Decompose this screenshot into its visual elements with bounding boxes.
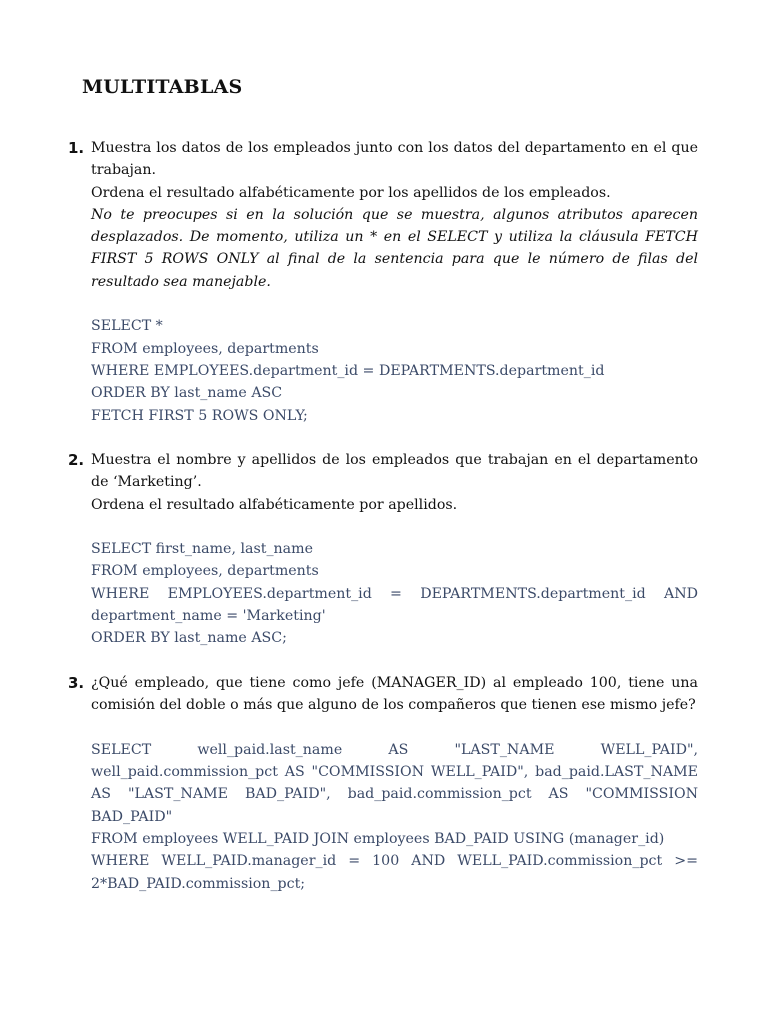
sql-code-block (91, 538, 698, 649)
exercise-note: No te preocupes si en la solución que se muestra, algunos atributos aparecen desplazados. De momento, utiliza un * en el SELECT y utiliza la cláusula FETCH FIRST 5 ROWS ONLY al final de la sentencia para que le número de filas del resultado sea manejable. (91, 206, 698, 290)
sql-line: SELECT well_paid.last_name AS "LAST_NAME WELL_PAID", well_paid.commission_pct AS "COMMISSION WELL_PAID", bad_paid.LAST_NAME AS "LAST_NAME BAD_PAID", bad_paid.commission_pct AS "COMMISSION BAD_PAID" (91, 741, 698, 825)
sql-code-block (91, 315, 698, 426)
sql-line: FROM employees, departments (91, 340, 319, 357)
exercise-number: 2. (68, 451, 85, 469)
sql-line: ORDER BY last_name ASC; (91, 630, 287, 647)
exercise-statement: Ordena el resultado alfabéticamente por los apellidos de los empleados. (91, 184, 611, 201)
exercise-statement: Muestra los datos de los empleados junto con los datos del departamento en el que trabajan. (91, 140, 698, 179)
sql-line: FETCH FIRST 5 ROWS ONLY; (91, 407, 308, 424)
exercise-3 (66, 672, 698, 895)
exercise-1 (66, 137, 698, 427)
sql-line: SELECT first_name, last_name (91, 541, 313, 558)
sql-line: WHERE WELL_PAID.manager_id = 100 AND WELL_PAID.commission_pct >= 2*BAD_PAID.commission_pct; (91, 853, 698, 892)
exercise-statement: Muestra el nombre y apellidos de los empleados que trabajan en el departamento de ‘Marketing’. (91, 452, 698, 491)
sql-line: FROM employees WELL_PAID JOIN employees BAD_PAID USING (manager_id) (91, 831, 665, 848)
exercise-body (91, 137, 698, 427)
document-title: MULTITABLAS (82, 76, 243, 98)
exercise-number: 1. (68, 139, 85, 157)
exercise-number: 3. (68, 674, 85, 692)
exercise-statement: Ordena el resultado alfabéticamente por apellidos. (91, 496, 458, 513)
sql-code-block (91, 739, 698, 895)
sql-line: WHERE EMPLOYEES.department_id = DEPARTMENTS.department_id AND department_name = 'Marketing' (91, 585, 698, 625)
sql-line: ORDER BY last_name ASC (91, 385, 283, 402)
exercise-statement: ¿Qué empleado, que tiene como jefe (MANAGER_ID) al empleado 100, tiene una comisión del doble o más que alguno de los compañeros que tienen ese mismo jefe? (91, 675, 698, 714)
sql-line: SELECT * (91, 318, 163, 335)
exercise-body (91, 449, 698, 650)
exercise-body (91, 672, 698, 895)
sql-line: WHERE EMPLOYEES.department_id = DEPARTMENTS.department_id (91, 362, 605, 379)
sql-line: FROM employees, departments (91, 563, 319, 580)
exercise-2 (66, 449, 698, 650)
